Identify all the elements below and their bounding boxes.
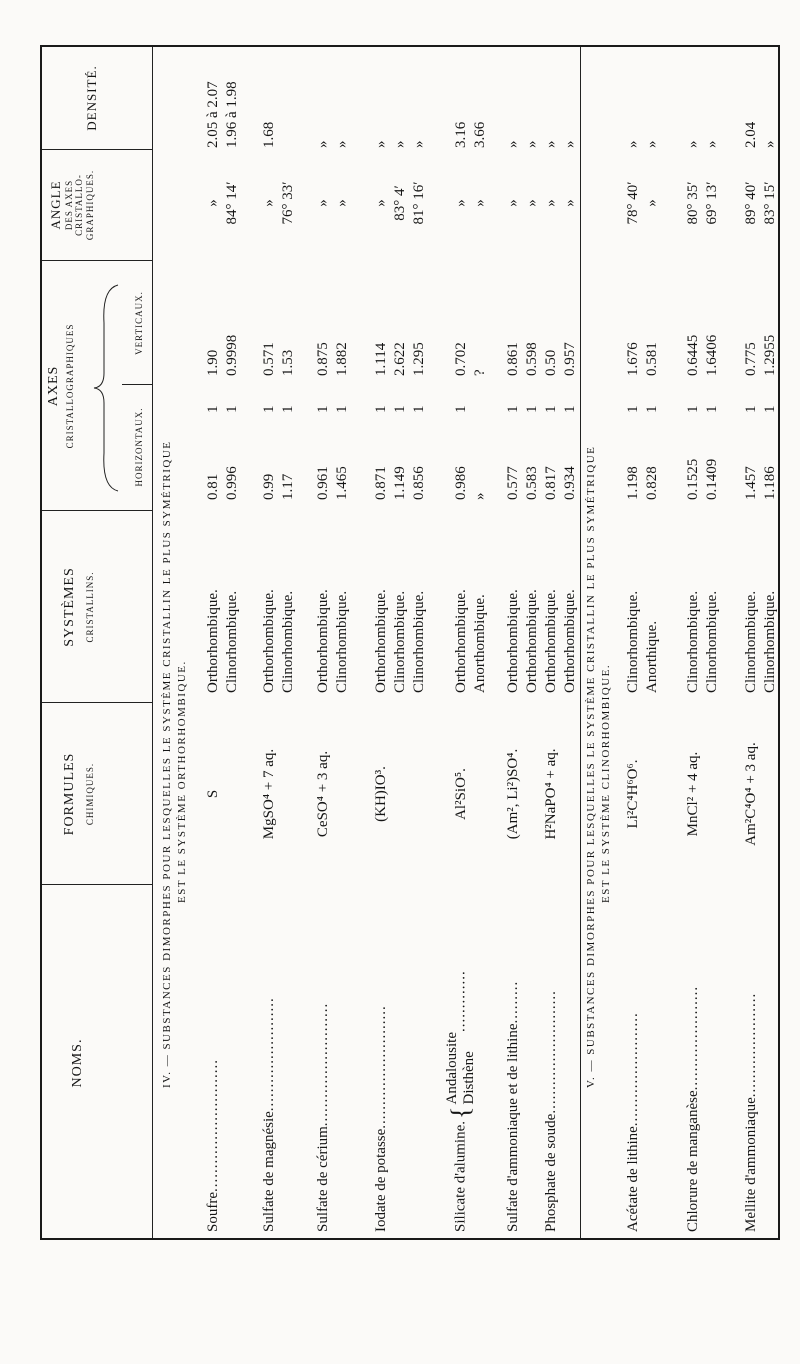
leader-dots: ...................... [743,992,759,1098]
row-name [372,1005,390,1232]
chemical-formula: CeSO⁴ + 3 aq. [315,750,331,838]
axis-unit: 1 [543,405,559,413]
axis-unit: 1 [205,405,221,413]
header-horizontaux: HORIZONTAUX. [134,407,144,487]
chemical-formula: Li²C⁴H⁶O⁶. [625,759,641,829]
axis-vertical: 1.676 [625,342,641,376]
axis-vertical: 0.581 [644,342,660,376]
row-name [444,970,478,1232]
axis-horizontal: 0.986 [453,466,469,500]
section-v-line2: EST LE SYSTÈME CLINORHOMBIQUE. [600,663,612,903]
density: 1.68 [261,121,277,148]
density: 2.05 à 2.07 [205,81,221,148]
section-rule [580,47,581,1238]
crystal-system: Orthorhombique. [562,589,578,693]
axes-brace [92,283,122,493]
crystal-system: Orthorhombique. [373,589,389,693]
density: » [505,140,521,148]
axis-horizontal: 0.934 [562,466,578,500]
crystal-system: Orthorhombique. [453,589,469,693]
axis-horizontal: 0.99 [261,473,277,500]
header-axes-sub: CRISTALLOGRAPHIQUES [64,323,75,449]
axes-angle: » [453,199,469,207]
density: » [704,140,720,148]
crystal-system: Clinorhombique. [625,590,641,693]
density: » [543,140,559,148]
axes-angle: » [524,199,540,207]
density: 2.04 [743,121,759,148]
axis-unit: 1 [562,405,578,413]
axis-vertical: 0.50 [543,349,559,376]
axis-horizontal: 0.577 [505,466,521,500]
leader-dots: ........................ [261,997,277,1112]
header-angle-title: ANGLE [48,180,63,230]
crystal-system: Clinorhombique. [704,590,720,693]
axis-unit: 1 [743,405,759,413]
curly-brace: { [446,1106,475,1119]
axis-horizontal: » [472,492,488,500]
rule-v3 [42,510,152,511]
axis-unit: 1 [315,405,331,413]
axis-horizontal: 0.1409 [704,458,720,500]
axis-horizontal: 0.871 [373,466,389,500]
axes-angle: » [261,199,277,207]
axis-vertical: 0.875 [315,342,331,376]
substance-name: Soufre [205,1192,221,1232]
rule-v4 [42,260,152,261]
chemical-formula: MgSO⁴ + 7 aq. [261,748,277,840]
density: 3.66 [472,121,488,148]
axis-vertical: 1.90 [205,349,221,376]
leader-dots: ........................ [625,1012,641,1127]
density: » [334,140,350,148]
crystal-system: Clinorhombique. [411,590,427,693]
rotated-table [42,47,778,1238]
axes-angle: » [315,199,331,207]
axes-angle: 76° 33′ [280,181,296,225]
substance-name: Iodate de potasse [373,1128,389,1232]
row-name [624,1012,642,1232]
row-name [742,993,760,1232]
crystal-system: Clinorhombique. [685,590,701,693]
axis-horizontal: 0.817 [543,466,559,500]
section-v-line1: V. — SUBSTANCES DIMORPHES POUR LESQUELLES LE SYSTÈME CRISTALLIN LE PLUS SYMÉTRIQUE [585,445,597,1088]
axis-unit: 1 [411,405,427,413]
axis-vertical: 0.571 [261,342,277,376]
axes-angle: 81° 16′ [411,181,427,225]
axes-angle: » [505,199,521,207]
axis-horizontal: 0.1525 [685,458,701,500]
axis-horizontal: 0.961 [315,466,331,500]
axis-unit: 1 [373,405,389,413]
axis-unit: 1 [685,405,701,413]
axes-angle: » [205,199,221,207]
mineral-name: Disthène [461,1051,477,1105]
mineral-name: Andalousite [444,1032,460,1105]
density: » [762,140,778,148]
section-v-title [584,188,614,1088]
crystal-system: Clinorhombique. [224,590,240,693]
chemical-formula: S [205,789,221,799]
axes-angle: » [373,199,389,207]
density: » [315,140,331,148]
crystal-system: Clinorhombique. [743,590,759,693]
rule-v1 [42,884,152,885]
axis-unit: 1 [392,405,408,413]
axis-horizontal: 1.17 [280,473,296,500]
axis-vertical: 1.6406 [704,334,720,376]
chemical-formula: (KH)IO³. [373,766,389,822]
header-axes-title: AXES [46,365,61,407]
density: » [411,140,427,148]
header-rule [152,47,153,1238]
leader-dots: ............. [452,970,469,1032]
density: » [625,140,641,148]
substance-name: Sulfate d'ammoniaque et de lithine [505,1023,521,1232]
axis-vertical: 1.114 [373,342,389,376]
axis-vertical: ? [472,369,488,376]
row-name [204,1059,222,1232]
axis-horizontal: 1.186 [762,466,778,500]
chemical-formula: Am²C⁴O⁴ + 3 aq. [743,742,759,846]
leader-dots: ...................... [685,985,701,1091]
header-formules [62,705,96,883]
axis-horizontal: 0.81 [205,473,221,500]
rule-v5 [42,149,152,150]
chemical-formula: Al²SiO⁵. [453,768,469,820]
density: » [644,140,660,148]
axis-unit: 1 [644,405,660,413]
header-systemes-sub: CRISTALLINS. [84,571,95,643]
header-angle [48,151,96,259]
leader-dots: .......................... [543,990,559,1114]
axis-horizontal: 0.856 [411,466,427,500]
header-angle-sub1: DES AXES [63,179,74,231]
axis-vertical: 1.53 [280,349,296,376]
header-verticaux: VERTICAUX. [134,291,144,355]
axis-vertical: 1.882 [334,342,350,376]
header-systemes [62,513,96,701]
axes-angle: 80° 35′ [685,181,701,225]
row-name [684,986,702,1232]
axis-horizontal: 0.583 [524,466,540,500]
substance-name: Silicate d'alumine. [452,1120,469,1232]
crystal-system: Anorthombique. [472,594,488,693]
axes-angle: » [334,199,350,207]
crystal-system: Orthorhombique. [315,589,331,693]
section-iv-title [160,188,190,1088]
substance-name: Mellite d'ammoniaque [743,1097,759,1232]
header-densite: DENSITÉ. [84,65,99,131]
density: » [524,140,540,148]
rule-v-axes [122,384,152,385]
axis-vertical: 0.861 [505,342,521,376]
crystal-system: Orthorhombique. [261,589,277,693]
density: » [392,140,408,148]
axes-angle: » [472,199,488,207]
density: » [562,140,578,148]
axis-horizontal: 1.149 [392,466,408,500]
leader-dots: ............................ [205,1059,221,1192]
header-axes [46,263,76,509]
axis-unit: 1 [505,405,521,413]
substance-name: Chlorure de manganèse [685,1090,701,1232]
substance-name: Acétate de lithine [625,1126,641,1232]
axis-unit: 1 [625,405,641,413]
crystal-system: Clinorhombique. [392,590,408,693]
crystal-system: Anorthique. [644,620,660,693]
leader-dots: .......................... [373,1005,389,1129]
row-name [504,981,522,1232]
row-name [260,997,278,1232]
axis-vertical: 0.598 [524,342,540,376]
axes-angle: 83° 15′ [762,181,778,225]
axis-vertical: 0.702 [453,342,469,376]
density: » [373,140,389,148]
header-noms: NOMS. [70,1038,85,1088]
substance-name: Sulfate de cérium [315,1126,331,1232]
leader-dots: ......... [505,980,521,1024]
crystal-system: Orthorhombique. [543,589,559,693]
axis-vertical: 0.6445 [685,334,701,376]
crystal-system: Orthorhombique. [524,589,540,693]
axis-vertical: 2.622 [392,342,408,376]
axis-unit: 1 [704,405,720,413]
leader-dots: .......................... [315,1002,331,1127]
axes-angle: 84° 14′ [224,181,240,225]
axis-horizontal: 1.198 [625,466,641,500]
axis-unit: 1 [524,405,540,413]
axes-angle: 78° 40′ [625,181,641,225]
axis-horizontal: 1.465 [334,466,350,500]
axis-horizontal: 0.828 [644,466,660,500]
chemical-formula: H²NaPO⁴ + aq. [543,748,559,840]
header-angle-sub3: GRAPHIQUES. [85,169,96,241]
axis-vertical: 0.775 [743,342,759,376]
substance-name: Phosphate de soude [543,1113,559,1232]
axes-angle: » [543,199,559,207]
header-angle-sub2: CRISTALLO- [74,174,85,236]
axis-unit: 1 [762,405,778,413]
density: 3.16 [453,121,469,148]
axes-angle: » [644,199,660,207]
axis-unit: 1 [453,405,469,413]
axes-angle: » [562,199,578,207]
section-iv-line2: EST LE SYSTÈME ORTHORHOMBIQUE. [176,660,188,903]
axis-vertical: 1.2955 [762,334,778,376]
row-name [542,990,560,1232]
crystal-system: Clinorhombique. [762,590,778,693]
chemical-formula: MnCl² + 4 aq. [685,751,701,837]
axes-angle: 83° 4′ [392,185,408,221]
header-formules-sub: CHIMIQUES. [84,762,95,826]
axis-vertical: 1.295 [411,342,427,376]
axis-unit: 1 [280,405,296,413]
density: 1.96 à 1.98 [224,81,240,148]
axis-horizontal: 1.457 [743,466,759,500]
crystal-system: Clinorhombique. [334,590,350,693]
axis-horizontal: 0.996 [224,466,240,500]
substance-name: Sulfate de magnésie [261,1111,277,1232]
rule-v2 [42,702,152,703]
axis-vertical: 0.957 [562,342,578,376]
axes-angle: 69° 13′ [704,181,720,225]
axis-unit: 1 [261,405,277,413]
crystal-system: Orthorhombique. [505,589,521,693]
section-iv-line1: IV. — SUBSTANCES DIMORPHES POUR LESQUELLES LE SYSTÈME CRISTALLIN LE PLUS SYMÉTRIQUE [161,440,173,1088]
axis-unit: 1 [224,405,240,413]
chemical-formula: (Am², Li²)SO⁴. [505,748,521,840]
density: » [685,140,701,148]
axis-unit: 1 [334,405,350,413]
header-formules-title: FORMULES [62,752,77,836]
axes-angle: 89° 40′ [743,181,759,225]
crystal-system: Clinorhombique. [280,590,296,693]
row-name [314,1003,332,1232]
crystal-system: Orthorhombique. [205,589,221,693]
header-systemes-title: SYSTÈMES [62,567,77,647]
axis-vertical: 0.9998 [224,334,240,376]
